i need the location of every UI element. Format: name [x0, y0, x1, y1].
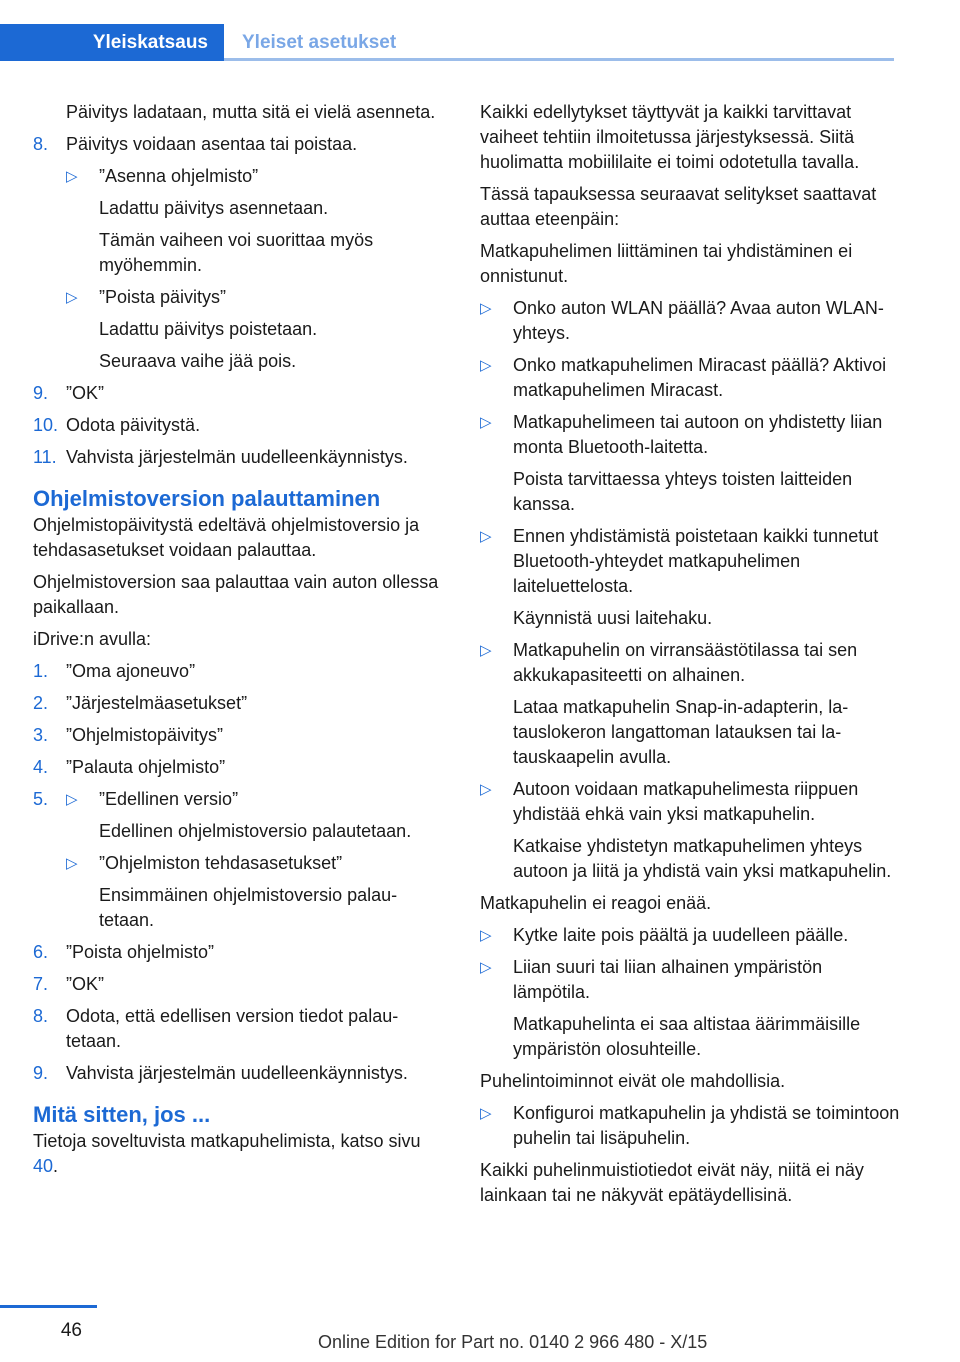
option-item	[33, 285, 445, 374]
list-item	[33, 659, 445, 684]
list-item	[33, 972, 445, 997]
step-number: 10.	[33, 415, 59, 435]
page-number: 46	[60, 1320, 82, 1341]
list-item	[33, 1061, 445, 1086]
triangle-icon: ▷	[66, 855, 78, 872]
option-detail: Ensimmäinen ohjelmistoversio palautetaan.	[99, 885, 398, 930]
option-detail: Edellinen ohjelmistoversio palautetaan.	[99, 821, 412, 841]
step-number: 9.	[33, 1063, 49, 1083]
left-column	[33, 100, 445, 1186]
option-label: ”Poista päivitys”	[99, 287, 227, 307]
list-item	[33, 940, 445, 965]
triangle-icon: ▷	[480, 528, 492, 545]
triangle-icon: ▷	[480, 414, 492, 431]
option-item	[66, 787, 445, 844]
item-detail: Katkaise yhdistetyn matkapuhelimen yhteys autoon ja liitä ja yhdistä vain yksi matkapuhelin.	[513, 836, 892, 881]
step5-options	[66, 787, 445, 933]
triangle-icon: ▷	[480, 1105, 492, 1122]
list-item	[480, 638, 900, 688]
right-paragraph-6: Kaikki puhelinmuistiotiedot eivät näy, niitä ei näy lainkaan tai ne näkyvät epätäydellisinä.	[480, 1160, 864, 1205]
option-label: ”Ohjelmiston tehdasasetukset”	[99, 853, 343, 873]
item-text: Matkapuhelin on virransäästötilassa tai sen akkukapasiteetti on alhainen.	[513, 640, 858, 685]
list-item	[33, 381, 445, 406]
step-number: 11.	[33, 447, 57, 467]
step-text: ”Poista ohjelmisto”	[66, 942, 215, 962]
right-paragraph-3: Matkapuhelimen liittäminen tai yhdistäminen ei onnistunut.	[480, 241, 853, 286]
step-number: 2.	[33, 693, 49, 713]
option-row	[66, 787, 445, 812]
step-text: Vahvista järjestelmän uudelleenkäynnistys.	[66, 1063, 408, 1083]
step-number: 3.	[33, 725, 49, 745]
list-item	[480, 296, 900, 346]
option-row	[66, 164, 445, 189]
update-steps-continued	[33, 381, 445, 470]
option-row	[66, 851, 445, 876]
restore-paragraph-3: iDrive:n avulla:	[33, 629, 152, 649]
item-text: Autoon voidaan matkapuhelimesta riippuen yhdistää ehkä vain yksi matkapuhelin.	[513, 779, 859, 824]
right-column	[480, 100, 900, 1215]
step-text: Vahvista järjestelmän uudelleenkäynnistys.	[66, 447, 408, 467]
item-text: Matkapuhelimeen tai autoon on yhdistetty liian monta Bluetooth-laitetta.	[513, 412, 883, 457]
restore-step-5	[33, 787, 445, 933]
option-row	[66, 285, 445, 310]
step-number: 4.	[33, 757, 49, 777]
no-response-list	[480, 923, 900, 1062]
page-link[interactable]: 40	[33, 1156, 54, 1176]
what-if-text	[33, 1129, 445, 1179]
restore-steps-continued	[33, 940, 445, 1086]
triangle-icon: ▷	[480, 959, 492, 976]
option-label: ”Edellinen versio”	[99, 789, 239, 809]
list-item	[33, 413, 445, 438]
option-detail: Tämän vaiheen voi suorittaa myös myöhemmin.	[99, 230, 374, 275]
heading-restore: Ohjelmistoversion palauttaminen	[33, 486, 381, 511]
list-item	[480, 353, 900, 403]
list-item	[480, 1101, 900, 1151]
right-paragraph-5: Puhelintoiminnot eivät ole mahdollisia.	[480, 1071, 786, 1091]
intro-text: Päivitys ladataan, mutta sitä ei vielä asenneta.	[66, 102, 436, 122]
what-if-end: .	[53, 1156, 59, 1176]
option-item	[33, 164, 445, 278]
header-divider	[224, 58, 894, 61]
item-text: Kytke laite pois päältä ja uudelleen päälle.	[513, 925, 849, 945]
option-detail: Ladattu päivitys poistetaan.	[99, 319, 318, 339]
tab-yleiset-asetukset[interactable]: Yleiset asetukset	[242, 32, 397, 53]
step-number: 6.	[33, 942, 49, 962]
item-text: Liian suuri tai liian alhainen ympäristön lämpötila.	[513, 957, 823, 1002]
step-text: ”OK”	[66, 974, 104, 994]
item-text: Ennen yhdistämistä poistetaan kaikki tunnetut Bluetooth-yhteydet matkapuhelimen laiteluettelosta.	[513, 526, 879, 596]
step-text: ”Oma ajoneuvo”	[66, 661, 196, 681]
list-item	[33, 1004, 445, 1054]
triangle-icon: ▷	[480, 927, 492, 944]
list-item	[480, 923, 900, 948]
right-paragraph-1: Kaikki edellytykset täyttyvät ja kaikki tarvittavat vaiheet tehtiin ilmoitetussa järjestyksessä. Siitä huolimatta mobiililaite ei toimi odotetulla tavalla.	[480, 102, 860, 172]
step-number: 8.	[33, 134, 49, 154]
option-detail: Ladattu päivitys asennetaan.	[99, 198, 329, 218]
triangle-icon: ▷	[66, 791, 78, 808]
edition-text: Online Edition for Part no. 0140 2 966 480 - X/15	[318, 1332, 708, 1352]
phone-functions-list	[480, 1101, 900, 1151]
option-item	[66, 851, 445, 933]
item-text: Onko matkapuhelimen Miracast päällä? Aktivoi matkapuhelimen Miracast.	[513, 355, 887, 400]
right-paragraph-2: Tässä tapauksessa seuraavat selitykset saattavat auttaa eteenpäin:	[480, 184, 877, 229]
step-number: 9.	[33, 383, 49, 403]
connection-troubleshoot-list	[480, 296, 900, 884]
triangle-icon: ▷	[480, 357, 492, 374]
step-number: 5.	[33, 789, 49, 809]
list-item	[33, 691, 445, 716]
list-item	[480, 955, 900, 1005]
option-label: ”Asenna ohjelmisto”	[99, 166, 259, 186]
triangle-icon: ▷	[66, 289, 78, 306]
triangle-icon: ▷	[66, 168, 78, 185]
item-text: Konfiguroi matkapuhelin ja yhdistä se toimintoon puhelin tai lisäpuhelin.	[513, 1103, 900, 1148]
step-text: ”Ohjelmistopäivitys”	[66, 725, 224, 745]
item-detail: Poista tarvittaessa yhteys toisten laitteiden kanssa.	[513, 469, 853, 514]
step-number: 7.	[33, 974, 49, 994]
footer-bar	[0, 1305, 97, 1308]
triangle-icon: ▷	[480, 300, 492, 317]
step-number: 8.	[33, 1006, 49, 1026]
step-text: ”OK”	[66, 383, 104, 403]
option-detail: Seuraava vaihe jää pois.	[99, 351, 297, 371]
item-detail: Lataa matkapuhelin Snap-in-adapterin, latauslokeron langattoman latauksen tai latauskaapelin avulla.	[513, 697, 849, 767]
what-if-body: Tietoja soveltuvista matkapuhelimista, katso sivu	[33, 1131, 421, 1151]
step-text: Odota päivitystä.	[66, 415, 201, 435]
restore-paragraph-2: Ohjelmistoversion saa palauttaa vain auton ollessa paikallaan.	[33, 572, 439, 617]
triangle-icon: ▷	[480, 781, 492, 798]
list-item	[33, 755, 445, 780]
tab-yleiskatsaus[interactable]: Yleiskatsaus	[0, 24, 224, 61]
page-header	[0, 0, 960, 62]
item-detail: Käynnistä uusi laitehaku.	[513, 608, 713, 628]
step8-options	[33, 164, 445, 374]
triangle-icon: ▷	[480, 642, 492, 659]
list-item	[480, 410, 900, 460]
list-item	[480, 524, 900, 599]
step-text: Päivitys voidaan asentaa tai poistaa.	[66, 134, 358, 154]
step-text: Odota, että edellisen version tiedot palautetaan.	[66, 1006, 399, 1051]
list-item	[33, 723, 445, 748]
step-text: ”Palauta ohjelmisto”	[66, 757, 226, 777]
right-paragraph-4: Matkapuhelin ei reagoi enää.	[480, 893, 712, 913]
item-detail: Matkapuhelinta ei saa altistaa äärimmäisille ympäristön olosuhteille.	[513, 1014, 861, 1059]
step-text: ”Järjestelmäasetukset”	[66, 693, 248, 713]
update-steps	[33, 132, 445, 157]
restore-paragraph-1: Ohjelmistopäivitystä edeltävä ohjelmistoversio ja tehdasasetukset voidaan palauttaa.	[33, 515, 420, 560]
list-item	[480, 777, 900, 827]
list-item	[33, 132, 445, 157]
list-item	[33, 445, 445, 470]
heading-what-if: Mitä sitten, jos ...	[33, 1102, 211, 1127]
step-number: 1.	[33, 661, 49, 681]
item-text: Onko auton WLAN päällä? Avaa auton WLAN-yhteys.	[513, 298, 884, 343]
restore-steps	[33, 659, 445, 780]
